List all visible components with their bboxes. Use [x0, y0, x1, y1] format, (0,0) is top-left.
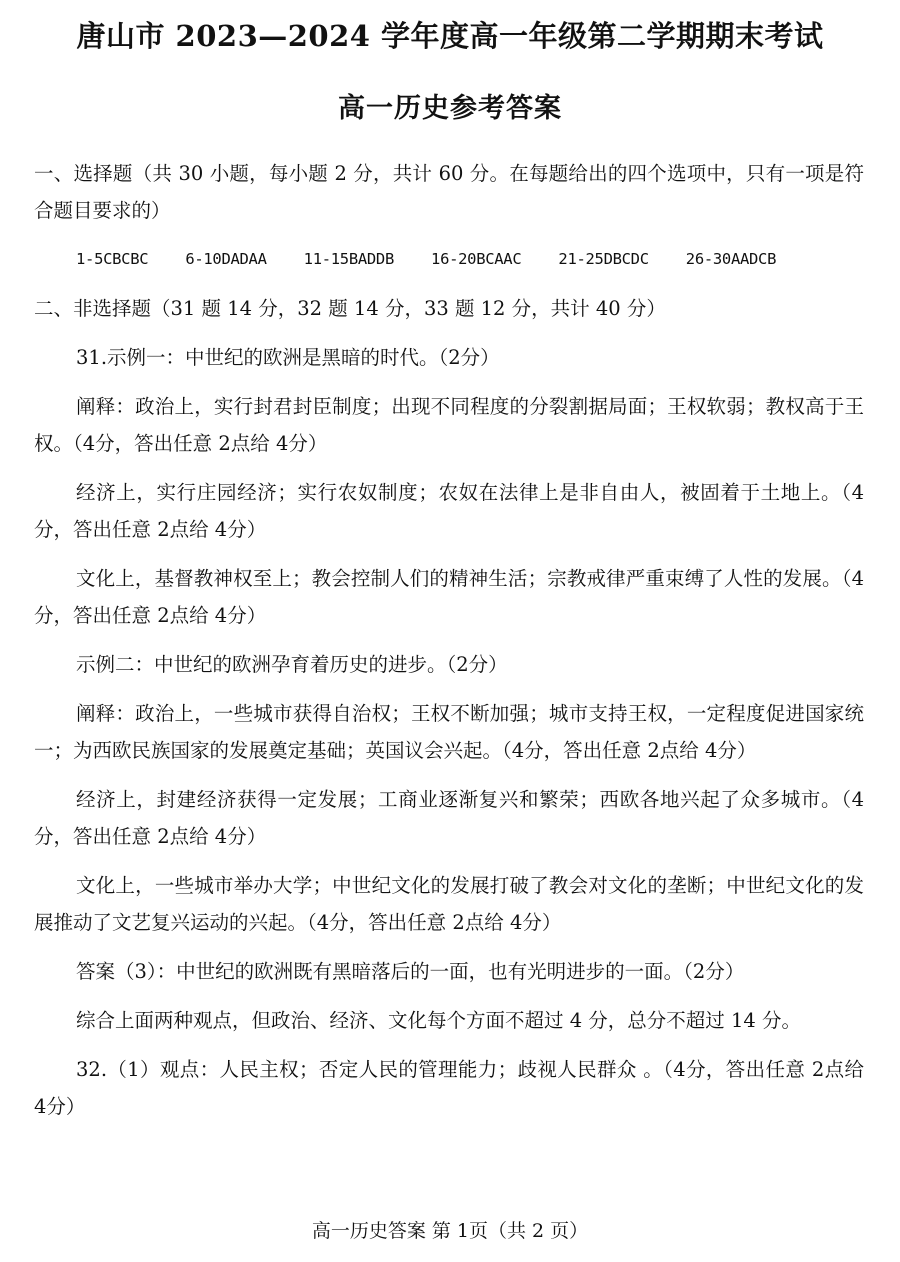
q31-example-two-political: 阐释：政治上，一些城市获得自治权；王权不断加强；城市支持王权，一定程度促进国家统一；为西欧民族国家的发展奠定基础；英国议会兴起。（4分，答出任意 2点给 4分）	[34, 702, 864, 762]
answer-group-11-15: 11-15BADDB	[303, 250, 394, 268]
q31-example-one-political: 阐释：政治上，实行封君封臣制度；出现不同程度的分裂割据局面；王权软弱；教权高于王权。（4分，答出任意 2点给 4分）	[34, 395, 864, 455]
q31-example-two-cultural: 文化上，一些城市举办大学；中世纪文化的发展打破了教会对文化的垄断；中世纪文化的发展推动了文艺复兴运动的兴起。（4分，答出任意 2点给 4分）	[34, 874, 864, 934]
section1-heading: 一、选择题（共 30 小题，每小题 2 分，共计 60 分。在每题给出的四个选项中，只有一项是符合题目要求的）	[34, 162, 864, 222]
answer-group-6-10: 6-10DADAA	[185, 250, 267, 268]
q31-example-two: 示例二：中世纪的欧洲孕育着历史的进步。（2分）	[76, 653, 508, 676]
multiple-choice-answers	[34, 241, 864, 278]
q31-answer-three: 答案（3）：中世纪的欧洲既有黑暗落后的一面，也有光明进步的一面。（2分）	[76, 960, 745, 983]
q32-part-one: 32.（1）观点：人民主权；否定人民的管理能力；歧视人民群众 。（4分，答出任意 2点给 4分）	[34, 1058, 864, 1118]
answer-group-16-20: 16-20BCAAC	[431, 250, 522, 268]
exam-title: 唐山市 2023—2024 学年度高一年级第二学期期末考试	[76, 19, 824, 53]
section2-heading: 二、非选择题（31 题 14 分，32 题 14 分，33 题 12 分，共计 40 分）	[34, 297, 666, 320]
q31-example-one-cultural: 文化上，基督教神权至上；教会控制人们的精神生活；宗教戒律严重束缚了人性的发展。（4分，答出任意 2点给 4分）	[34, 567, 864, 627]
q31-scoring-note: 综合上面两种观点，但政治、经济、文化每个方面不超过 4 分，总分不超过 14 分。	[76, 1009, 802, 1032]
answer-group-21-25: 21-25DBCDC	[558, 250, 649, 268]
q31-example-two-economic: 经济上，封建经济获得一定发展；工商业逐渐复兴和繁荣；西欧各地兴起了众多城市。（4分，答出任意 2点给 4分）	[34, 788, 864, 848]
q31-example-one-economic: 经济上，实行庄园经济；实行农奴制度；农奴在法律上是非自由人，被固着于土地上。（4分，答出任意 2点给 4分）	[34, 481, 864, 541]
answer-group-26-30: 26-30AADCB	[685, 250, 777, 268]
document-body	[34, 155, 864, 1137]
answer-group-1-5: 1-5CBCBC	[76, 250, 149, 268]
answer-key-subtitle: 高一历史参考答案	[338, 93, 562, 124]
page-footer: 高一历史答案 第 1页（共 2 页）	[311, 1220, 589, 1242]
q31-example-one: 31.示例一：中世纪的欧洲是黑暗的时代。（2分）	[76, 346, 500, 369]
